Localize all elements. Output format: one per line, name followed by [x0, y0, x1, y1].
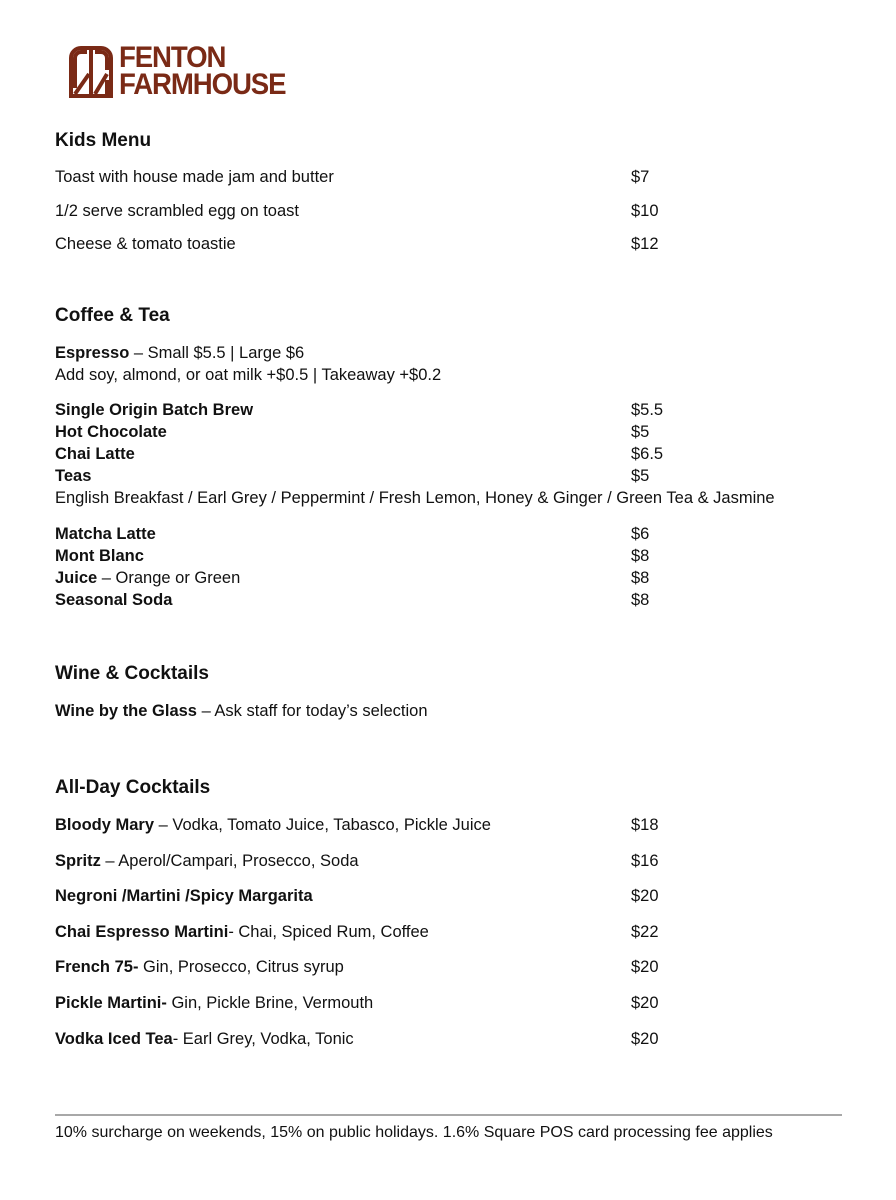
item-desc: – Orange or Green [97, 569, 241, 587]
item-name: Wine by the Glass [55, 702, 197, 720]
item-name: French 75- [55, 958, 139, 976]
item-price: $12 [631, 235, 659, 253]
item-name: Pickle Martini- [55, 994, 167, 1012]
item-name: Chai Latte [55, 445, 135, 463]
item-price: $8 [631, 547, 650, 565]
brand-logo [68, 41, 300, 101]
item-name: Single Origin Batch Brew [55, 401, 254, 419]
item-name: 1/2 serve scrambled egg on toast [55, 202, 299, 220]
item-name: Hot Chocolate [55, 423, 167, 441]
item-name: Matcha Latte [55, 525, 156, 543]
item-name: Cheese & tomato toastie [55, 235, 236, 253]
item-price: $20 [631, 994, 659, 1012]
item-price: $16 [631, 852, 659, 870]
item-price: $18 [631, 816, 659, 834]
brand-name [119, 41, 286, 101]
coffee-tea-heading: Coffee & Tea [55, 305, 170, 326]
item-price: $6.5 [631, 445, 664, 463]
milk-note: Add soy, almond, or oat milk +$0.5 | Takeaway +$0.2 [55, 366, 442, 384]
espresso-line [55, 344, 304, 363]
item-name: Chai Espresso Martini [55, 923, 229, 941]
teas-note: English Breakfast / Earl Grey / Peppermint / Fresh Lemon, Honey & Ginger / Green Tea & Jasmine [55, 489, 775, 507]
brand-line-1: FENTON [119, 41, 226, 74]
item-name: Seasonal Soda [55, 591, 173, 609]
item-name: Spritz [55, 852, 101, 870]
surcharge-note: 10% surcharge on weekends, 15% on public holidays. 1.6% Square POS card processing fee applies [55, 1124, 773, 1141]
item-name: Espresso [55, 344, 130, 362]
item-price: $22 [631, 923, 659, 941]
item-name: Vodka Iced Tea [55, 1030, 173, 1048]
item-desc: Gin, Prosecco, Citrus syrup [138, 958, 344, 976]
farmhouse-window-icon [68, 44, 114, 98]
item-name: Toast with house made jam and butter [55, 168, 334, 186]
wine-cocktails-heading: Wine & Cocktails [55, 663, 209, 684]
item-desc: – Ask staff for today’s selection [196, 702, 428, 720]
item-name: Negroni /Martini /Spicy Margarita [55, 887, 313, 905]
item-name: Mont Blanc [55, 547, 144, 565]
item-price: $10 [631, 202, 659, 220]
item-desc: – Aperol/Campari, Prosecco, Soda [100, 852, 359, 870]
item-desc: – Vodka, Tomato Juice, Tabasco, Pickle Juice [154, 816, 491, 834]
item-price: $5 [631, 423, 650, 441]
item-price: $7 [631, 168, 650, 186]
item-desc: - Chai, Spiced Rum, Coffee [228, 923, 429, 941]
item-name: Teas [55, 467, 92, 485]
item-price: $20 [631, 958, 659, 976]
item-desc: - Earl Grey, Vodka, Tonic [172, 1030, 354, 1048]
item-desc: – Small $5.5 | Large $6 [129, 344, 305, 362]
item-price: $6 [631, 525, 650, 543]
item-price: $5 [631, 467, 650, 485]
item-price: $5.5 [631, 401, 664, 419]
all-day-cocktails-heading: All-Day Cocktails [55, 777, 211, 798]
brand-line-2: FARMHOUSE [119, 68, 286, 101]
wine-by-glass [55, 702, 428, 721]
item-price: $20 [631, 887, 659, 905]
item-price: $8 [631, 591, 650, 609]
kids-menu-heading: Kids Menu [55, 130, 152, 151]
item-desc: Gin, Pickle Brine, Vermouth [166, 994, 374, 1012]
item-name: Juice [55, 569, 98, 587]
footer-divider [55, 1114, 842, 1116]
item-price: $20 [631, 1030, 659, 1048]
item-name: Bloody Mary [55, 816, 155, 834]
item-price: $8 [631, 569, 650, 587]
